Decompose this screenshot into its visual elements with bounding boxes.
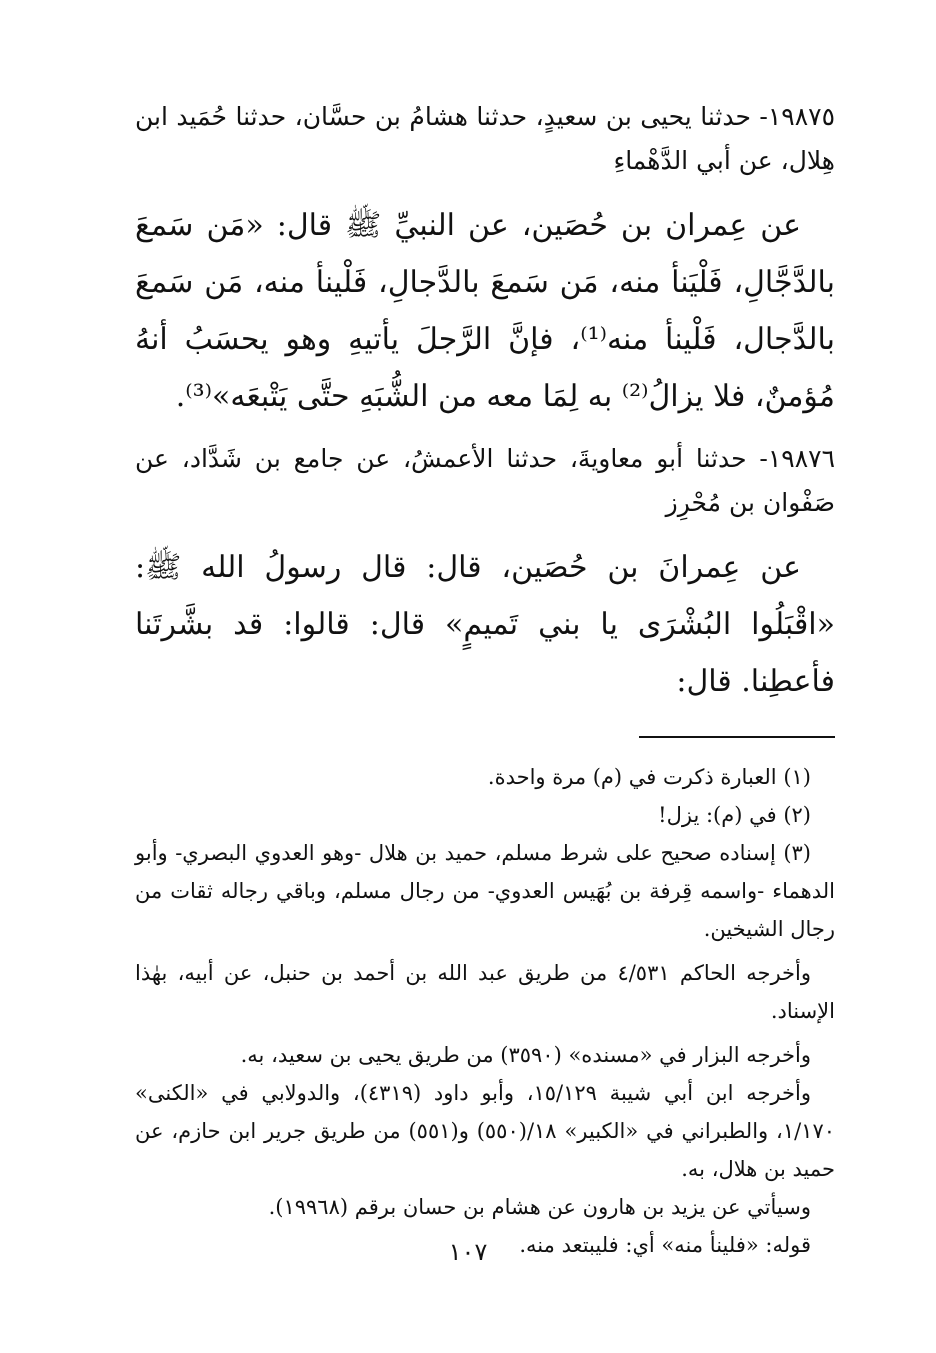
footnote-3-later: وسيأتي عن يزيد بن هارون عن هشام بن حسان برقم (١٩٩٦٨). — [268, 1195, 811, 1219]
footnote-3: (٣) إسناده صحيح على شرط مسلم، حميد بن هلال -وهو العدوي البصري- وأبو الدهماء -واسمه قِرفة بن بُهَيس العدوي- من رجال مسلم، وباقي رجاله ثقات من رجال الشيخين. — [135, 841, 835, 941]
hadith-19875-matn: عن عِمران بن حُصَين، عن النبيِّ ﷺ قال: «مَن سَمعَ بالدَّجَّالِ، فَلْيَنأ منه، مَن سَمعَ بالدَّجالِ، فَلْينأ منه، مَن سَمعَ بالدَّجال، فَلْينأ منه⁽¹⁾، فإنَّ الرَّجلَ يأتيهِ وهو يحسَبُ أنهُ مُؤمنٌ، فلا يزالُ⁽²⁾ به لِمَا معه من الشُّبَهِ حتَّى يَتْبعَه»⁽³⁾. — [135, 208, 835, 414]
page-number: ١٠٧ — [448, 1238, 488, 1266]
footnote-3-hakim: وأخرجه الحاكم ٤/٥٣١ من طريق عبد الله بن أحمد بن حنبل، عن أبيه، بهٰذا الإسناد. — [135, 961, 835, 1023]
hadith-19876-isnad: ١٩٨٧٦- حدثنا أبو معاويةَ، حدثنا الأعمشُ، عن جامع بن شَدَّاد، عن صَفْوان بن مُحْرِز — [135, 444, 835, 517]
hadith-19875-isnad: ١٩٨٧٥- حدثنا يحيى بن سعيدٍ، حدثنا هشامُ بن حسَّان، حدثنا حُمَيد ابن هِلال، عن أبي الدَّهْماءِ — [135, 102, 835, 175]
footnote-2: (٢) في (م): يزل! — [658, 803, 811, 827]
footnote-1: (١) العبارة ذكرت في (م) مرة واحدة. — [487, 765, 811, 789]
footnotes — [135, 758, 835, 1264]
footnote-divider — [639, 736, 835, 738]
page-content — [135, 95, 835, 1264]
footnote-3-bazzar: وأخرجه البزار في «مسنده» (٣٥٩٠) من طريق يحيى بن سعيد، به. — [240, 1043, 811, 1067]
hadith-19876-matn: عن عِمرانَ بن حُصَين، قال: قال رسولُ الله ﷺ: «اقْبَلُوا البُشْرَى يا بني تَميمٍ» قال: قالوا: قد بشَّرتَنا فأعطِنا. قال: — [135, 550, 835, 699]
footnote-3-others: وأخرجه ابن أبي شيبة ١٥/١٢٩، وأبو داود (٤٣١٩)، والدولابي في «الكنى» ١/١٧٠، والطبراني في «الكبير» ١٨/(٥٥٠) و(٥٥١) من طريق جرير ابن حازم، عن حميد بن هلال، به. — [135, 1081, 836, 1181]
footnote-3-gloss: قوله: «فلينأ منه» أي: فليبتعد منه. — [519, 1233, 811, 1257]
